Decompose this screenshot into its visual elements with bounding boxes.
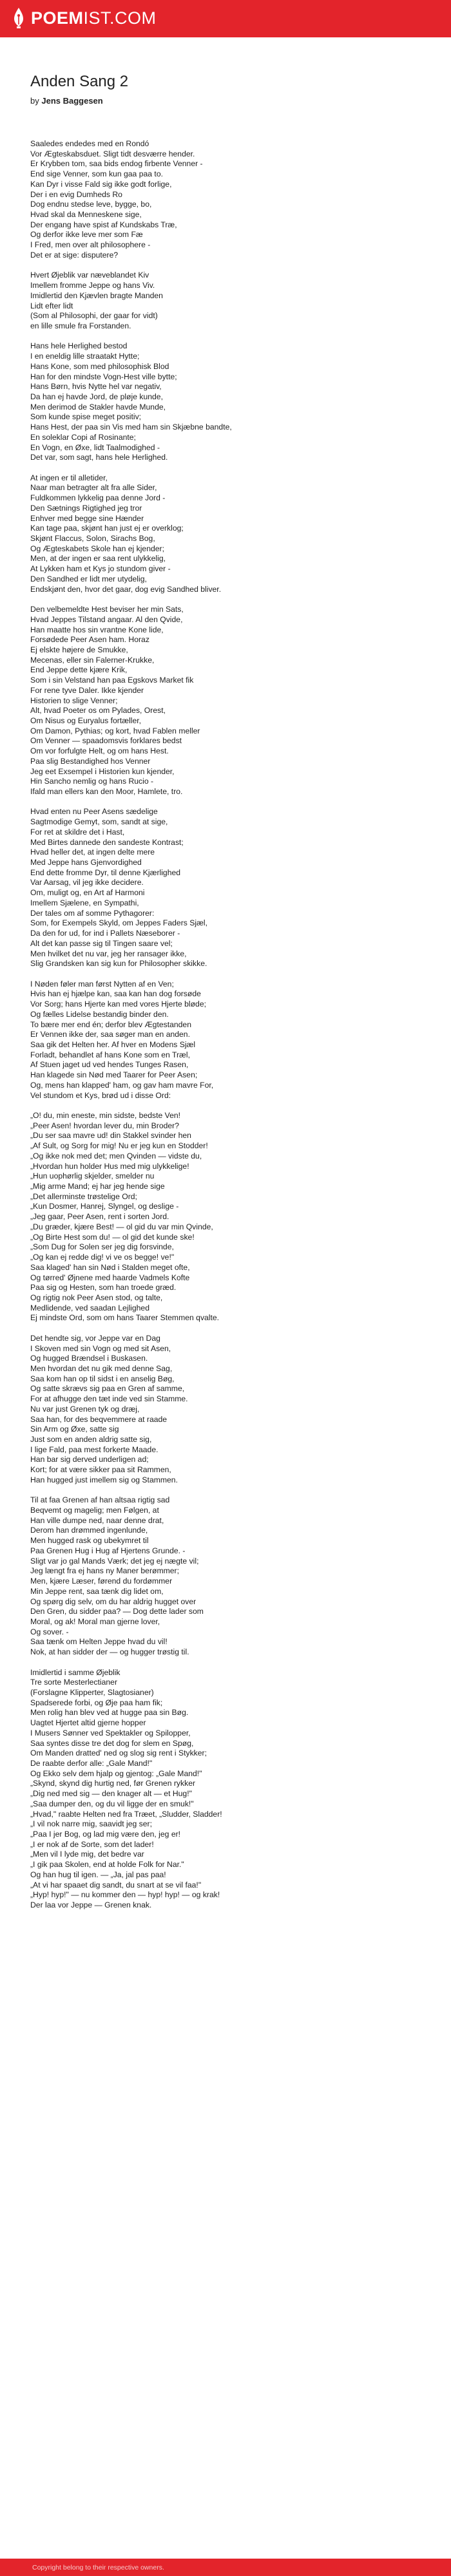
poem-line: Ej mindste Ord, som om hans Taarer Stemmen qvalte. <box>30 1313 220 1323</box>
poem-line: „Peer Asen! hvordan lever du, min Broder? <box>30 1121 180 1130</box>
poem-line: Og hugged Brændsel i Buskasen. <box>30 1354 148 1363</box>
poem-line: „Kun Dosmer, Hanrej, Slyngel, og deslige - <box>30 1202 179 1211</box>
poem-line: „Du græder, kjære Best! — ol gid du var min Qvinde, <box>30 1222 213 1231</box>
poem-line: Om vor forfulgte Helt, og om hans Hest. <box>30 746 169 756</box>
poem-line: „Paa I jer Bog, og lad mig være den, jeg er! <box>30 1830 181 1839</box>
poem-line: Er Vennen ikke der, saa søger man en anden. <box>30 1030 190 1039</box>
poem-line: Om Manden dratted' ned og slog sig rent i Stykker; <box>30 1748 207 1758</box>
poem-line: Og sover. - <box>30 1627 69 1636</box>
poem-line: Uagtet Hjertet altid gjerne hopper <box>30 1718 146 1728</box>
site-header <box>0 0 451 37</box>
poem-line: Saa han, for des beqvemmere at raade <box>30 1414 168 1424</box>
poem-line: „Af Sult, og Sorg for mig! Nu er jeg kun en Stodder! <box>30 1141 208 1151</box>
poem-line: Vor Ægteskabsduet. Sligt tidt desværre hender. <box>30 149 195 158</box>
poem-line: Og Ægteskabets Skole han ej kjender; <box>30 544 164 553</box>
poem-line: Nok, at han sidder der — og hugger trøstig til. <box>30 1647 189 1657</box>
poem-line: Hans Børn, hvis Nytte hel var negativ, <box>30 382 162 392</box>
poem-line: Jeg eet Exsempel i Historien kun kjender, <box>30 766 175 776</box>
poem-line: „I er nok af de Sorte, som det lader! <box>30 1839 154 1849</box>
poem-line: For ret at skildre det i Hast, <box>30 827 125 837</box>
poem-line: „Hun uophørlig skjelder, smelder nu <box>30 1171 155 1181</box>
poem-line: Af Stuen jaget ud ved hendes Tunges Rasen, <box>30 1060 189 1070</box>
poem-line: I Skoven med sin Vogn og med sit Asen, <box>30 1343 171 1353</box>
poem-line: Sagtmodige Gemyt, som, sandt at sige, <box>30 817 168 827</box>
poem-line: Imellem fromme Jeppe og hans Viv. <box>30 281 155 290</box>
poem-line: Han bar sig derved underligen ad; <box>30 1455 149 1464</box>
poem-line: „Hvad," raabte Helten ned fra Træet, „Sludder, Sladder! <box>30 1809 222 1819</box>
poem-line: „Og kan ej redde dig! vi ve os begge! ve!" <box>30 1253 175 1262</box>
poem-line: Enhver med begge sine Hænder <box>30 513 144 523</box>
poem-line: Da han ej havde Jord, de pløje kunde, <box>30 392 163 401</box>
poem-line: Hans Kone, som med philosophisk Blod <box>30 361 169 371</box>
poem-line: Mecenas, eller sin Falerner-Krukke, <box>30 655 155 665</box>
site-logo[interactable] <box>12 6 157 30</box>
poem-line: Hvis han ej hjælpe kan, saa kan han dog forsøde <box>30 989 201 999</box>
poem-line: Hin Sancho nemlig og hans Rucio - <box>30 777 154 786</box>
poem-line: Var Aarsag, vil jeg ikke decidere. <box>30 878 144 887</box>
poem-line: Og han hug til igen. — „Ja, jal pas paa! <box>30 1870 166 1879</box>
poem-line: (Som al Philosophi, der gaar for vidt) <box>30 311 158 321</box>
poem-line: Alt, hvad Poeter os om Pylades, Orest, <box>30 706 166 715</box>
poem-line: Beqvemt og magelig; men Følgen, at <box>30 1506 159 1515</box>
poem-line: Vor Sorg; hans Hjerte kan med vores Hjerte bløde; <box>30 999 206 1009</box>
poem-line: Og derfor ikke leve mer som Fæ <box>30 230 143 240</box>
poem-line: Saa gik det Helten her. Af hver en Modens Sjæl <box>30 1039 196 1049</box>
poem-line: Han hugged just imellem sig og Stammen. <box>30 1475 178 1484</box>
poem-line: Om Damon, Pythias; og kort, hvad Fablen meller <box>30 726 200 735</box>
poem-line: Hvad Jeppes Tilstand angaar. Al den Qvide, <box>30 614 183 624</box>
poem-line: Saa tænk om Helten Jeppe hvad du vil! <box>30 1637 168 1647</box>
poem-line: At ingen er til alletider, <box>30 473 108 482</box>
poem-line: Min Jeppe rent, saa tænk dig lidet om, <box>30 1586 164 1596</box>
poem-line: Og rigtig nok Peer Asen stod, og talte, <box>30 1293 163 1302</box>
copyright-notice: Copyright belong to their respective owners. <box>32 2564 164 2571</box>
poem-line: Kan Dyr i visse Fald sig ikke godt forlige, <box>30 179 172 189</box>
poem-line: Alt det kan passe sig til Tingen saare vel; <box>30 938 173 948</box>
poem-line: „Som Dug for Solen ser jeg dig forsvinde, <box>30 1242 174 1252</box>
poem-line: Just som en anden aldrig satte sig, <box>30 1435 152 1444</box>
poem-line: Og satte skrævs sig paa en Gren af samme, <box>30 1384 185 1394</box>
poem-line: De raabte derfor alle: „Gale Mand!" <box>30 1759 153 1768</box>
stanza <box>30 807 423 969</box>
poem-line: Og fælles Lidelse bestandig binder den. <box>30 1009 169 1019</box>
poem-line: En Vogn, en Øxe, lidt Taalmodighed - <box>30 442 160 452</box>
stanza <box>30 980 423 1101</box>
poem-line: „Saa dumper den, og du vil ligge der en smuk!" <box>30 1799 194 1808</box>
poem-line: Om Venner — spaadomsvis forklares bedst <box>30 736 182 746</box>
poem-line: End sige Venner, som kun gaa paa to. <box>30 169 163 179</box>
poem-line: Og spørg dig selv, om du har aldrig hugget over <box>30 1596 197 1606</box>
poem-line: Saa klaged' han sin Nød i Stalden meget ofte, <box>30 1262 190 1272</box>
poem-line: To bære mer end én; derfor blev Ægtestanden <box>30 1019 191 1029</box>
poem-line: Med Birtes dannede den sandeste Kontrast; <box>30 837 184 847</box>
poem-line: Og tørred' Øjnene med haarde Vadmels Kofte <box>30 1273 190 1282</box>
poem-line: Han for den mindste Vogn-Hest ville bytte; <box>30 372 177 381</box>
stanza <box>30 1111 423 1323</box>
poem-line: Tre sorte Mesterlectianer <box>30 1678 118 1687</box>
stanza <box>30 605 423 797</box>
poem-line: Er Krybben tom, saa bids endog firbente Venner - <box>30 159 203 169</box>
poem-line: Saa kom han op til sidst i en anselig Bøg, <box>30 1374 175 1383</box>
poem-line: Hvert Øjeblik var næveblandet Kiv <box>30 270 149 280</box>
poem-line: Han ville dumpe ned, naar denne drat, <box>30 1515 164 1525</box>
pen-nib-icon <box>12 6 26 30</box>
poem-line: Paa sig og Hesten, som han troede græd. <box>30 1283 177 1293</box>
poem-line: I Musers Sønner ved Spektakler og Spilopper, <box>30 1728 191 1738</box>
poem-line: Den Sætnings Rigtighed jeg tror <box>30 503 142 513</box>
poem-line: Imidlertid den Kjævlen bragte Manden <box>30 290 163 300</box>
poem-line: „I gik paa Skolen, end at holde Folk for Nar." <box>30 1860 184 1870</box>
poem-line: Og, mens han klapped' ham, og gav ham mavre For, <box>30 1080 214 1090</box>
poem-line: Som, for Exempels Skyld, om Jeppes Faders Sjæl, <box>30 918 207 928</box>
poem-line: I lige Fald, paa mest forkerte Maade. <box>30 1444 158 1454</box>
poem-title: Anden Sang 2 <box>30 73 129 90</box>
poem-line: Moral, og ak! Moral man gjerne lover, <box>30 1616 160 1626</box>
poem-line: „Mig arme Mand; ej har jeg hende sige <box>30 1182 165 1191</box>
poem-line: „Men vil I lyde mig, det bedre var <box>30 1850 144 1859</box>
poem-line: Hvad enten nu Peer Asens sædelige <box>30 807 158 817</box>
poem-line: „Hyp! hyp!" — nu kommer den — hyp! hyp! — og krak! <box>30 1890 220 1900</box>
poem-line: Han klagede sin Nød med Taarer for Peer Asen; <box>30 1070 198 1080</box>
poem-line: I Nøden føler man først Nytten af en Ven; <box>30 979 174 989</box>
poem-line: Han maatte hos sin vrantne Kone lide, <box>30 625 164 634</box>
poem-line: Til at faa Grenen af han altsaa rigtig sad <box>30 1495 170 1505</box>
stanza <box>30 1334 423 1486</box>
poem-line: End Jeppe dette kjære Krik, <box>30 665 128 675</box>
poem-line: Paa Grenen Hug i Hug af Hjertens Grunde. - <box>30 1546 186 1555</box>
site-footer <box>0 2559 451 2576</box>
poem-line: Hvad skal da Menneskene sige, <box>30 210 142 220</box>
logo-wordmark: POEMIST.COM <box>31 8 157 28</box>
poem-line: „Og ikke nok med det; men Qvinden — vidste du, <box>30 1151 202 1160</box>
stanza <box>30 139 423 261</box>
poem-line: Ifald man ellers kan den Moor, Hamlete, tro. <box>30 787 183 796</box>
poem-line: Kort; for at være sikker paa sit Rammen, <box>30 1465 171 1475</box>
poem-line: „Skynd, skynd dig hurtig ned, før Grenen rykker <box>30 1779 196 1788</box>
poem-line: Hans hele Herlighed bestod <box>30 341 128 351</box>
stanza <box>30 1668 423 1911</box>
poem-line: Endskjønt den, hvor det gaar, dog evig Sandhed bliver. <box>30 584 222 594</box>
poem-line: Sligt var jo gal Mands Værk; det jeg ej nægte vil; <box>30 1556 199 1566</box>
poem-line: Saa syntes disse tre det dog for slem en Spøg, <box>30 1738 194 1748</box>
poem-line: Hvad heller det, at ingen delte mere <box>30 848 155 857</box>
poem-line: Og Ekko selv dem hjalp og gjentog: „Gale Mand!" <box>30 1768 202 1778</box>
poem-line: Den Gren, du sidder paa? — Dog dette lader som <box>30 1607 204 1616</box>
poem-line: Som kunde spise meget positiv; <box>30 412 142 422</box>
poem-line: I en eneldig lille straatakt Hytte; <box>30 352 140 361</box>
poem-line: „Jeg gaar, Peer Asen, rent i sorten Jord. <box>30 1212 169 1222</box>
poem-line: Sin Arm og Øxe, satte sig <box>30 1425 119 1434</box>
poem-line: Imellem Sjælene, en Sympathi, <box>30 898 139 907</box>
poem-line: Hans Hest, der paa sin Vis med ham sin Skjæbne bandte, <box>30 422 232 432</box>
poem-line: Men hvilket det nu var, jeg her ransager ikke, <box>30 949 187 958</box>
poem-line: „Det allerminste trøstelige Ord; <box>30 1191 137 1201</box>
poem-line: Forladt, behandlet af hans Kone som en Træl, <box>30 1050 190 1059</box>
poem-line: Men, kjære Læser, førend du fordømmer <box>30 1577 173 1586</box>
poem-line: Nu var just Grenen tyk og dræj, <box>30 1404 140 1414</box>
poem-line: Men rolig han blev ved at hugge paa sin Bøg. <box>30 1708 189 1718</box>
poem-line: Men hugged rask og ubekymret til <box>30 1536 149 1546</box>
poem-line: „Og Birte Hest som du! — ol gid det kunde ske! <box>30 1232 195 1242</box>
poem-line: Dog endnu stedse leve, bygge, bo, <box>30 200 152 209</box>
poem-line: End dette fromme Dyr, til denne Kjærlighed <box>30 867 181 877</box>
poem-line: Saaledes endedes med en Rondó <box>30 139 149 148</box>
byline <box>30 96 103 106</box>
poem-line: Der tales om af somme Pythagorer: <box>30 908 155 918</box>
stanza <box>30 473 423 595</box>
poem-line: „I vil nok narre mig, saavidt jeg ser; <box>30 1819 152 1829</box>
poem-line: Derom han drømmed ingenlunde, <box>30 1526 148 1535</box>
poem-line: Der laa vor Jeppe — Grenen knak. <box>30 1900 152 1910</box>
poem-line: Ej elskte højere de Smukke, <box>30 645 128 654</box>
poem-line: Spadserede forbi, og Øje paa ham fik; <box>30 1698 163 1707</box>
poem-line: Som i sin Velstand han paa Egskovs Market fik <box>30 676 194 685</box>
stanza <box>30 270 423 331</box>
poem-line: Naar man betragter alt fra alle Sider, <box>30 483 157 493</box>
poem-line: Jeg længt fra ej hans ny Maner berømmer; <box>30 1566 179 1576</box>
poem-line: Kan tage paa, skjønt han just ej er overklog; <box>30 524 184 533</box>
poem-line: Medlidende, ved saadan Lejlighed <box>30 1303 149 1312</box>
poem-line: Men, at der ingen er saa rent ulykkelig, <box>30 554 166 564</box>
poem-line: En soleklar Copi af Rosinante; <box>30 432 136 442</box>
poem-line: Historien to slige Venner; <box>30 696 118 705</box>
poem-line: Der engang have spist af Kundskabs Træ, <box>30 220 177 229</box>
author-name[interactable]: Jens Baggesen <box>41 96 103 106</box>
stanza <box>30 1495 423 1658</box>
poem-line: Slig Grandsken kan sig kun for Philosopher skikke. <box>30 959 207 969</box>
poem-line: Om Nisus og Euryalus fortæller, <box>30 715 142 725</box>
poem-line: At Lykken ham et Kys jo stundom giver - <box>30 564 171 574</box>
poem-line: Skjønt Flaccus, Solon, Sirachs Bog, <box>30 534 155 544</box>
poem-line: en lille smule fra Forstanden. <box>30 321 131 330</box>
poem-line: For rene tyve Daler. Ikke kjender <box>30 685 144 695</box>
poem-body <box>30 139 423 1921</box>
poem-line: Men derimod de Stakler havde Munde, <box>30 402 166 412</box>
poem-line: Da den for ud, for ind i Pallets Næseborer - <box>30 929 180 938</box>
poem-line: Paa slig Bestandighed hos Venner <box>30 756 151 766</box>
poem-line: Det er at sige: disputere? <box>30 250 119 260</box>
poem-line: Den Sandhed er lidt mer utydelig, <box>30 574 147 583</box>
poem-line: „Dig ned med sig — den knager alt — et Hug!" <box>30 1789 192 1799</box>
stanza <box>30 341 423 463</box>
byline-prefix: by <box>30 96 39 106</box>
poem-line: Forsødede Peer Asen ham. Horaz <box>30 635 149 645</box>
poem-line: Men hvordan det nu gik med denne Sag, <box>30 1363 173 1373</box>
poem-line: „O! du, min eneste, min sidste, bedste Ven! <box>30 1111 181 1120</box>
poem-line: Det hendte sig, vor Jeppe var en Dag <box>30 1333 160 1343</box>
poem-line: Den velbemeldte Hest beviser her min Sats, <box>30 605 184 614</box>
poem-line: Med Jeppe hans Gjenvordighed <box>30 858 142 867</box>
poem-line: Det var, som sagt, hans hele Herlighed. <box>30 453 168 462</box>
poem-line: I Fred, men over alt philosophere - <box>30 240 151 250</box>
poem-line: Lidt efter lidt <box>30 301 73 310</box>
poem-line: Om, muligt og, en Art af Harmoni <box>30 888 145 898</box>
poem-line: „Hvordan hun holder Hus med mig ulykkelige! <box>30 1161 189 1171</box>
poem-line: Fuldkommen lykkelig paa denne Jord - <box>30 493 166 503</box>
poem-line: „At vi har spaaet dig sandt, du snart at se vil faa!" <box>30 1880 202 1889</box>
poem-line: Vel stundom et Kys, brød ud i disse Ord: <box>30 1090 171 1100</box>
poem-line: (Forslagne Klipperter, Slagtosianer) <box>30 1687 154 1697</box>
poem-line: Imidlertid i samme Øjeblik <box>30 1667 120 1677</box>
poem-line: Der i en evig Dumheds Ro <box>30 189 122 199</box>
poem-line: For at afhugge den tæt inde ved sin Stamme. <box>30 1394 188 1404</box>
poem-line: „Du ser saa mavre ud! din Stakkel svinder hen <box>30 1131 191 1141</box>
